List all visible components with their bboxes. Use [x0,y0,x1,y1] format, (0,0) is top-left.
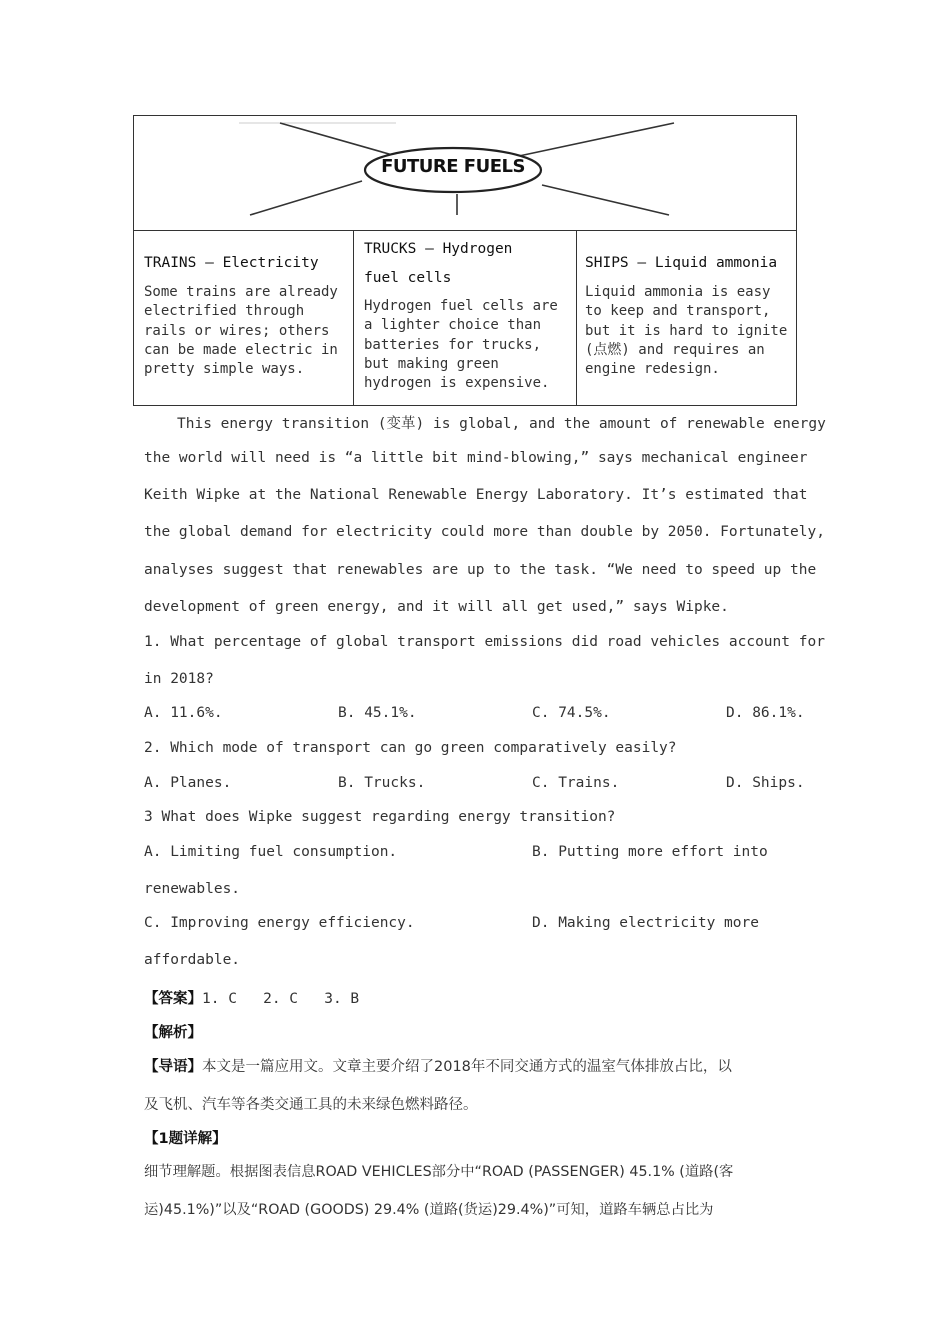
passage-line: analyses suggest that renewables are up to the task. “We need to speed up the [144,562,817,578]
banner-title: FUTURE FUELS [381,156,525,177]
body-line: pretty simple ways. [144,361,305,378]
body-line: Some trains are already [144,284,338,300]
q1-option-c: C. 74.5%. [532,705,611,721]
body-line: hydrogen is expensive. [364,375,550,392]
ships-column [577,231,796,405]
guide-text: 本文是一篇应用文。文章主要介绍了2018年不同交通方式的温室气体排放占比，以 [202,1059,732,1075]
ships-title: SHIPS — Liquid ammonia [585,255,778,271]
trucks-column [353,231,577,405]
q1-option-b: B. 45.1%. [338,705,417,721]
title-line: fuel cells [364,270,452,286]
q1-stem-cont: in 2018? [144,671,214,687]
q3-option-d: D. Making electricity more [532,915,759,931]
body-line: Hydrogen fuel cells are [364,298,558,314]
body-line: but making green [364,355,499,372]
passage-line: the world will need is “a little bit mind-blowing,” says mechanical engineer [144,450,808,466]
body-line: a lighter choice than [364,317,542,334]
body-line: Liquid ammonia is easy [585,284,771,300]
guide-line-1 [144,1055,732,1076]
passage-line: development of green energy, and it will all get used,” says Wipke. [144,599,729,615]
trains-title: TRAINS — Electricity [144,255,319,271]
guide-label: 【导语】 [144,1059,202,1075]
passage-line: the global demand for electricity could more than double by 2050. Fortunately, [144,524,825,540]
q2-option-d: D. Ships. [726,775,805,791]
q3-stem: 3 What does Wipke suggest regarding energy transition? [144,809,616,825]
q1-option-d: D. 86.1%. [726,705,805,721]
trains-body [144,283,338,379]
q3-option-b: B. Putting more effort into [532,844,768,860]
guide-line-2: 及飞机、汽车等各类交通工具的未来绿色燃料路径。 [144,1097,478,1113]
body-line: batteries for trucks, [364,336,542,353]
trains-column [134,231,353,405]
q1-stem: 1. What percentage of global transport emissions did road vehicles account for [144,634,825,650]
body-line: but it is hard to ignite [585,322,788,339]
q2-option-a: A. Planes. [144,775,232,791]
q1-detail-label: 【1题详解】 [144,1131,227,1147]
analysis-label: 【解析】 [144,1025,202,1041]
body-line: rails or wires; others [144,322,330,339]
body-line: (点燃) and requires an [585,341,765,358]
q1-detail-line-1: 细节理解题。根据图表信息ROAD VEHICLES部分中“ROAD (PASSENGER) 45.1% (道路(客 [144,1164,734,1180]
passage-line: This energy transition (变革) is global, and the amount of renewable energy [177,416,826,432]
q3-option-d-cont: affordable. [144,952,241,968]
q3-option-c: C. Improving energy efficiency. [144,915,415,931]
body-line: can be made electric in [144,341,338,358]
ships-body [585,283,787,379]
answer-label: 【答案】 [144,991,202,1007]
q2-option-b: B. Trucks. [338,775,426,791]
answer-line [144,987,359,1008]
q1-option-a: A. 11.6%. [144,705,223,721]
q1-detail-line-2: 运)45.1%)”以及“ROAD (GOODS) 29.4% (道路(货运)29.4%)”可知，道路车辆总占比为 [144,1202,714,1218]
passage-line: Keith Wipke at the National Renewable Energy Laboratory. It’s estimated that [144,487,808,503]
q3-option-b-cont: renewables. [144,881,241,897]
body-line: engine redesign. [585,361,720,378]
q3-option-a: A. Limiting fuel consumption. [144,844,398,860]
future-fuels-figure [133,115,797,406]
trucks-body [364,297,558,393]
trucks-title [364,235,512,293]
q2-stem: 2. Which mode of transport can go green comparatively easily? [144,740,677,756]
figure-banner [134,116,796,231]
body-line: electrified through [144,303,305,320]
body-line: to keep and transport, [585,303,771,320]
answer-text: 1. C 2. C 3. B [202,991,360,1007]
q2-option-c: C. Trains. [532,775,620,791]
title-line: TRUCKS — Hydrogen [364,241,513,257]
